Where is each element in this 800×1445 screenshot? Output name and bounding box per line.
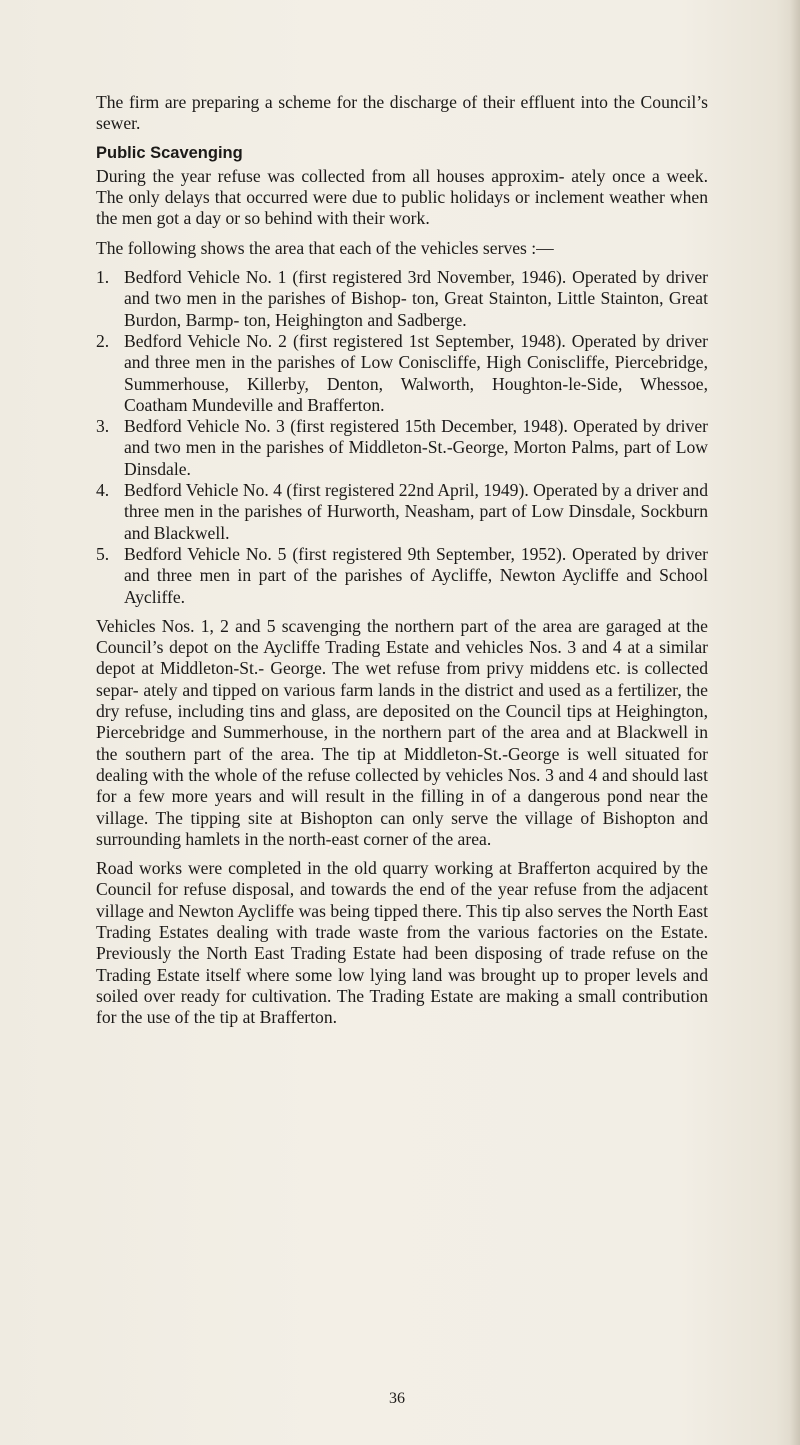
list-item-text: Bedford Vehicle No. 3 (first registered 15th December, 1948). Operated by driver and two men in the parishes of Middleton-St.-George, Morton Palms, part of Low Dinsdale. — [124, 416, 708, 479]
intro-paragraph: The firm are preparing a scheme for the discharge of their effluent into the Council’s sewer. — [96, 92, 708, 134]
list-number: 2. — [96, 330, 110, 351]
list-item-text: Bedford Vehicle No. 4 (first registered 22nd April, 1949). Operated by a driver and three men in the parishes of Hurworth, Neasham, part of Low Dinsdale, Sockburn and Blackwell. — [124, 480, 709, 543]
vehicle-list-item — [96, 544, 708, 608]
vehicle-list-item — [96, 331, 708, 416]
vehicle-list-item — [96, 480, 708, 544]
list-number: 1. — [96, 267, 110, 288]
page-edge-shadow — [790, 0, 800, 1445]
list-number: 5. — [96, 543, 110, 564]
page-body — [96, 92, 708, 1036]
vehicles-intro-paragraph: The following shows the area that each of the vehicles serves :— — [96, 237, 554, 258]
list-item-text: Bedford Vehicle No. 1 (first registered 3rd November, 1946). Operated by driver and two men in the parishes of Bishop- ton, Great Stainton, Little Stainton, Great Burdon, Barmp- ton, Heighington and Sadberge. — [124, 267, 708, 330]
list-number: 4. — [96, 480, 110, 501]
vehicle-list — [96, 267, 708, 608]
list-item-text: Bedford Vehicle No. 5 (first registered 9th September, 1952). Operated by driver and three men in part of the parishes of Aycliffe, Newton Aycliffe and School Aycliffe. — [124, 543, 708, 607]
vehicle-list-item — [96, 267, 708, 331]
page-number: 36 — [389, 1390, 405, 1407]
brafferton-paragraph: Road works were completed in the old quarry working at Brafferton acquired by the Council for refuse disposal, and towards the end of the year refuse from the adjacent village and Newton Aycliffe was being tipped there. This tip also serves the North East Trading Estates dealing with trade waste from the various factories on the Estate. Previously the North East Trading Estate had been disposing of trade refuse on the Trading Estate itself where some low lying land was brought up to proper levels and soiled over ready for cultivation. The Trading Estate are making a small contribution for the use of the tip at Brafferton. — [96, 858, 708, 1028]
list-item-text: Bedford Vehicle No. 2 (first registered 1st September, 1948). Operated by driver and three men in the parishes of Low Coniscliffe, High Coniscliffe, Piercebridge, Summerhouse, Killerby, Denton, Walworth, Houghton-le-Side, Whessoe, Coatham Mundeville and Brafferton. — [124, 330, 708, 415]
collection-paragraph: During the year refuse was collected from all houses approxim- ately once a week. The only delays that occurred were due to public holidays or inclement weather when the men got a day or so behind with their work. — [96, 165, 708, 229]
depots-paragraph: Vehicles Nos. 1, 2 and 5 scavenging the northern part of the area are garaged at the Council’s depot on the Aycliffe Trading Estate and vehicles Nos. 3 and 4 at a similar depot at Middleton-St.- George. The wet refuse from privy middens etc. is collected separ- ately and tipped on various farm lands in the district and used as a fertilizer, the dry refuse, including tins and glass, are deposited on the Council tips at Heighington, Piercebridge and Summerhouse, in the northern part of the area and at Blackwell in the southern part of the area. The tip at Middleton-St.-George is well situated for dealing with the whole of the refuse collected by vehicles Nos. 3 and 4 and should last for a few more years and will result in the filling in of a dangerous pond near the village. The tipping site at Bishopton can only serve the village of Bishopton and surrounding hamlets in the north-east corner of the area. — [96, 615, 708, 849]
vehicle-list-item — [96, 416, 708, 480]
list-number: 3. — [96, 416, 110, 437]
section-heading: Public Scavenging — [96, 143, 243, 162]
